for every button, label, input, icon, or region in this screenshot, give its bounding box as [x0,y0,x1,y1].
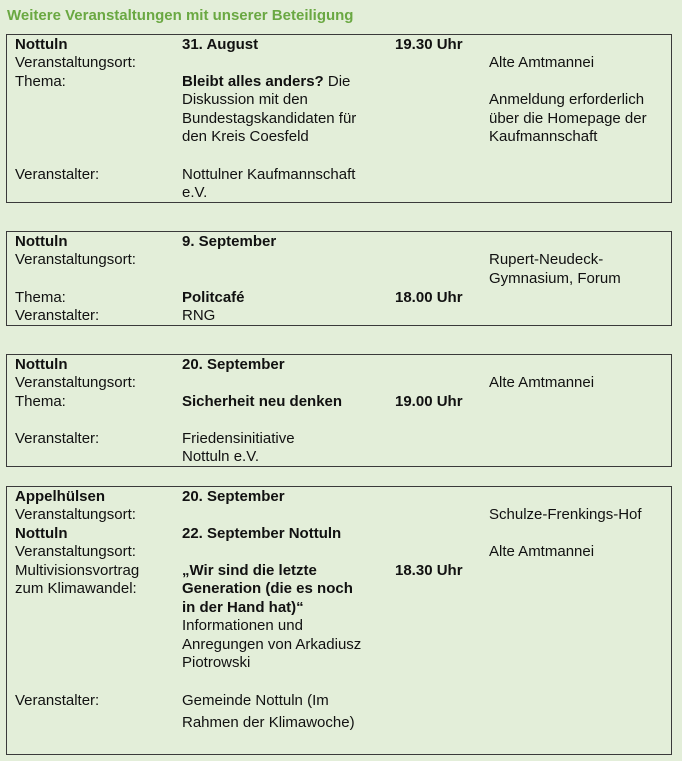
event-topic: Politcafé [182,289,245,306]
venue-label: Veranstaltungsort: [15,506,136,523]
event-info: Anregungen von Arkadiusz [182,636,362,653]
venue-label: Veranstaltungsort: [15,251,136,268]
organizer-label: Veranstalter: [15,430,100,447]
event-organizer: Rahmen der Klimawoche) [182,714,355,731]
event-venue: Alte Amtmannei [489,374,595,391]
event-place: Nottuln [15,36,68,53]
event-place: Nottuln [15,356,68,373]
event-time: 19.00 Uhr [395,393,463,410]
event-venue: Alte Amtmannei [489,54,595,71]
event-type: zum Klimawandel: [15,580,137,597]
event-note: Kaufmannschaft [489,128,598,145]
event-topic-line: Diskussion mit den [182,91,308,108]
event-organizer: Friedensinitiative [182,430,295,447]
event-venue: Gymnasium, Forum [489,270,621,287]
event-organizer: Gemeinde Nottuln (Im [182,692,329,709]
event-venue: Alte Amtmannei [489,543,595,560]
event-time: 18.00 Uhr [395,289,463,306]
event-time: 18.30 Uhr [395,562,463,579]
event-place: Appelhülsen [15,488,106,505]
organizer-label: Veranstalter: [15,692,100,709]
event-place: Nottuln [15,233,68,250]
event-topic: in der Hand hat)“ [182,599,304,616]
event-place: Nottuln [15,525,68,542]
event-organizer: Nottuln e.V. [182,448,259,465]
topic-label: Thema: [15,73,66,90]
event-topic: Sicherheit neu denken [182,393,343,410]
event-topic: Bleibt alles anders? Die [182,73,351,90]
event-venue: Schulze-Frenkings-Hof [489,506,642,523]
event-box-2 [6,231,672,326]
event-type: Multivisionsvortrag [15,562,140,579]
event-organizer: RNG [182,307,216,324]
venue-label: Veranstaltungsort: [15,54,136,71]
section-heading: Weitere Veranstaltungen mit unserer Beteiligung [7,7,354,24]
event-box-1 [6,34,672,203]
venue-label: Veranstaltungsort: [15,543,136,560]
event-info: Piotrowski [182,654,251,671]
event-organizer: Nottulner Kaufmannschaft [182,166,356,183]
organizer-label: Veranstalter: [15,307,100,324]
event-date: 31. August [182,36,259,53]
event-note: über die Homepage der [489,110,647,127]
event-box-3 [6,354,672,467]
event-organizer: e.V. [182,184,208,201]
event-venue: Rupert-Neudeck- [489,251,604,268]
event-date: 20. September [182,488,285,505]
event-topic: Generation (die es noch [182,580,353,597]
venue-label: Veranstaltungsort: [15,374,136,391]
event-time: 19.30 Uhr [395,36,463,53]
event-topic: „Wir sind die letzte [182,562,317,579]
event-note: Anmeldung erforderlich [489,91,645,108]
event-info: Informationen und [182,617,303,634]
event-date: 20. September [182,356,285,373]
event-date: 22. September Nottuln [182,525,342,542]
event-topic-line: den Kreis Coesfeld [182,128,309,145]
topic-label: Thema: [15,393,66,410]
event-topic-line: Bundestagskandidaten für [182,110,357,127]
event-date: 9. September [182,233,277,250]
topic-label: Thema: [15,289,66,306]
event-box-4 [6,486,672,755]
organizer-label: Veranstalter: [15,166,100,183]
